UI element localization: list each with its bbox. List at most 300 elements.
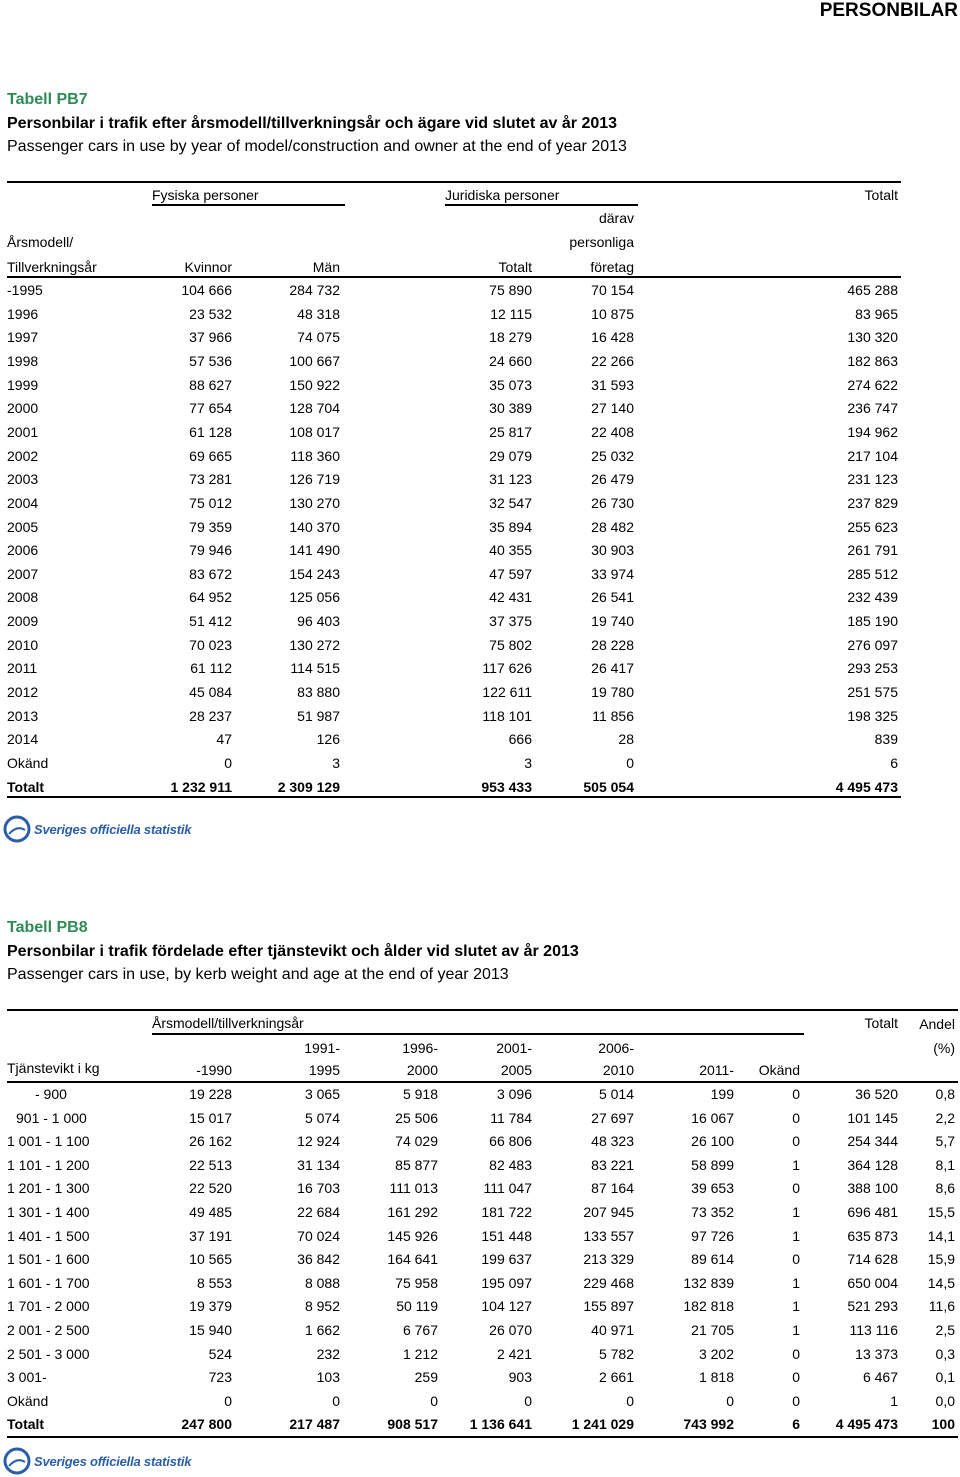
pb7-cell: 182 863 [847, 352, 898, 369]
pb7-cell: 28 228 [591, 636, 634, 653]
pb7-cell: 74 075 [297, 329, 340, 346]
pb7-cell: 83 672 [189, 565, 232, 582]
pb7-cell: 126 719 [289, 471, 340, 488]
pb7-row-label: 2002 [7, 447, 39, 464]
pb8-cell: 1 [792, 1322, 800, 1338]
pb7-cell: 141 490 [289, 542, 340, 559]
pb8-cell: 13 373 [855, 1345, 898, 1362]
pb8-cell: 89 614 [691, 1251, 734, 1268]
pb7-cell: 274 622 [847, 376, 898, 393]
pb8-row-label: 2 001 - 2 500 [7, 1322, 90, 1338]
pb8-cell: 15 017 [189, 1109, 232, 1126]
pb7-row-label: 2000 [7, 400, 39, 417]
pb8-cell: 908 517 [387, 1416, 438, 1433]
pb8-cell: 155 897 [583, 1298, 634, 1315]
pb8-cell: 70 024 [297, 1227, 340, 1244]
pb7-row-label: 2011 [7, 660, 38, 677]
pb8-cell: 6 767 [402, 1322, 438, 1338]
pb8-title: Personbilar i trafik fördelade efter tjänstevikt och ålder vid slutet av år 2013 [7, 943, 579, 960]
pb7-row-label: 1999 [7, 376, 39, 393]
pb8-row-label: Totalt [7, 1416, 45, 1433]
pb8-cell: 48 323 [591, 1133, 634, 1150]
pb7-row-label: 2014 [7, 731, 39, 748]
pb7-cell: 96 403 [297, 613, 340, 630]
pb7-cell: 217 104 [847, 447, 898, 464]
pb8-cell: 22 684 [297, 1204, 340, 1220]
pb7-cell: 26 541 [591, 589, 634, 606]
pb8-col-header: 2010 [602, 1062, 634, 1078]
pb7-cell: 130 270 [289, 494, 340, 511]
pb8-row-label: 2 501 - 3 000 [7, 1345, 90, 1362]
pb7-row-label: 2009 [7, 613, 39, 630]
pb7-top-rule [7, 181, 901, 183]
pb7-cell: 255 623 [847, 518, 898, 535]
pb8-row-label: 1 301 - 1 400 [7, 1204, 90, 1220]
pb7-row-label: 2004 [7, 494, 39, 511]
pb7-row-label: 2006 [7, 542, 39, 559]
pb7-subtitle: Passenger cars in use by year of model/construction and owner at the end of year 2013 [7, 138, 627, 155]
pb8-cell: 3 065 [304, 1086, 340, 1102]
pb8-cell: 743 992 [683, 1416, 734, 1433]
pb7-head-tillverkningsar: Tillverkningsår [7, 259, 97, 275]
pb8-cell: 0 [792, 1251, 800, 1268]
pb7-row-label: 1996 [7, 305, 39, 322]
pb7-group-totalt: Totalt [864, 187, 898, 203]
pb8-cell: 14,1 [927, 1227, 955, 1244]
pb8-cell: 26 162 [189, 1133, 232, 1150]
pb7-cell: 108 017 [289, 423, 340, 440]
pb8-cell: 5 918 [402, 1086, 438, 1102]
pb8-cell: 10 565 [189, 1251, 232, 1268]
pb8-cell: 49 485 [189, 1204, 232, 1220]
pb8-cell: 101 145 [847, 1109, 898, 1126]
pb8-cell: 650 004 [847, 1274, 898, 1291]
pb8-label: Tabell PB8 [7, 919, 88, 936]
pb8-cell: 1 [792, 1204, 800, 1220]
pb7-cell: 104 666 [181, 282, 232, 298]
pb7-row-label: Okänd [7, 755, 49, 771]
pb8-cell: 132 839 [683, 1274, 734, 1291]
pb7-fysiska-underline [152, 204, 345, 206]
sos-logo-text: Sveriges officiella statistik [34, 821, 192, 837]
pb7-cell: 122 611 [482, 684, 532, 701]
pb7-cell: 33 974 [591, 565, 634, 582]
pb7-cell: 42 431 [489, 589, 532, 606]
pb8-cell: 1 [792, 1156, 800, 1173]
sos-logo-icon [3, 815, 31, 843]
pb8-subtitle: Passenger cars in use, by kerb weight and age at the end of year 2013 [7, 966, 509, 983]
pb8-cell: 1 136 641 [469, 1416, 532, 1433]
pb8-cell: 100 [931, 1416, 955, 1433]
pb8-cell: 151 448 [481, 1227, 532, 1244]
pb8-col-header: 2011- [699, 1062, 734, 1078]
pb7-cell: 30 389 [489, 400, 532, 417]
pb7-cell: 505 054 [583, 778, 634, 795]
pb7-cell: 12 115 [490, 305, 532, 322]
pb7-head-man: Män [312, 259, 340, 275]
pb7-cell: 100 667 [289, 352, 340, 369]
pb7-cell: 19 780 [591, 684, 634, 701]
pb8-cell: 1 212 [402, 1345, 438, 1362]
pb8-cell: 8,1 [935, 1156, 955, 1173]
pb7-cell: 70 154 [591, 282, 634, 298]
pb7-cell: 154 243 [289, 565, 340, 582]
pb7-cell: 251 575 [847, 684, 898, 701]
pb7-row-label: 2012 [7, 684, 39, 701]
pb8-bottom-rule [7, 1436, 958, 1438]
pb8-cell: 714 628 [847, 1251, 898, 1268]
pb8-cell: 5,7 [935, 1133, 955, 1150]
pb7-cell: 73 281 [189, 471, 232, 488]
pb7-group-fysiska: Fysiska personer [152, 187, 259, 203]
pb8-cell: 16 703 [297, 1180, 340, 1197]
pb8-cell: 0 [224, 1392, 232, 1409]
pb7-cell: 61 112 [190, 660, 232, 677]
pb7-cell: 25 817 [489, 423, 532, 440]
pb8-col-header: -1990 [196, 1062, 232, 1078]
pb7-cell: 77 654 [189, 400, 232, 417]
pb7-cell: 231 123 [847, 471, 898, 488]
pb8-cell: 5 014 [598, 1086, 634, 1102]
pb8-cell: 3 202 [698, 1345, 734, 1362]
pb8-cell: 73 352 [691, 1204, 734, 1220]
pb8-cell: 5 782 [598, 1345, 634, 1362]
pb7-cell: 128 704 [289, 400, 340, 417]
pb8-cell: 0 [726, 1392, 734, 1409]
pb8-col-header: Okänd [758, 1062, 800, 1078]
pb7-cell: 23 532 [189, 305, 232, 322]
pb7-title: Personbilar i trafik efter årsmodell/tillverkningsår och ägare vid slutet av år 2013 [7, 115, 618, 132]
pb7-cell: 30 903 [591, 542, 634, 559]
pb8-cell: 50 119 [396, 1298, 438, 1315]
sos-logo-2 [3, 1447, 191, 1475]
pb8-group-arsmodell: Årsmodell/tillverkningsår [152, 1015, 304, 1031]
pb7-cell: 37 966 [189, 329, 232, 346]
pb7-cell: 839 [874, 731, 898, 748]
pb7-cell: 22 266 [591, 352, 634, 369]
pb7-cell: 79 946 [189, 542, 232, 559]
pb7-cell: 61 128 [189, 423, 232, 440]
pb8-cell: 0 [792, 1392, 800, 1409]
pb8-cell: 26 100 [691, 1133, 734, 1150]
pb8-cell: 111 047 [483, 1180, 532, 1197]
pb7-cell: 666 [508, 731, 532, 748]
pb8-cell: 1 818 [698, 1369, 734, 1386]
pb8-cell: 1 [792, 1298, 800, 1315]
pb7-cell: 465 288 [847, 282, 898, 298]
pb8-cell: 1 662 [304, 1322, 340, 1338]
pb8-col-header-top: 2006- [598, 1040, 634, 1056]
pb7-cell: 18 279 [489, 329, 532, 346]
pb8-row-label: Okänd [7, 1392, 49, 1409]
pb8-col-header: 2000 [406, 1062, 438, 1078]
pb8-cell: 87 164 [591, 1180, 634, 1197]
pb7-cell: 57 536 [189, 352, 232, 369]
pb8-cell: 388 100 [847, 1180, 898, 1197]
pb7-juridiska-underline [445, 204, 638, 206]
pb8-cell: 0 [430, 1392, 438, 1409]
pb8-cell: 25 506 [395, 1109, 438, 1126]
pb8-row-label: 1 701 - 2 000 [7, 1298, 90, 1315]
pb8-cell: 1 [792, 1227, 800, 1244]
pb8-cell: 164 641 [387, 1251, 438, 1268]
pb8-head-andel: Andel [919, 1016, 955, 1032]
pb8-cell: 0 [792, 1345, 800, 1362]
pb8-cell: 1 241 029 [571, 1416, 634, 1433]
pb8-cell: 0,0 [935, 1392, 955, 1409]
pb8-cell: 58 899 [691, 1156, 734, 1173]
pb7-cell: 79 359 [189, 518, 232, 535]
pb7-row-label: 2008 [7, 589, 39, 606]
pb7-cell: 185 190 [847, 613, 898, 630]
pb7-cell: 130 272 [289, 636, 340, 653]
pb7-cell: 29 079 [489, 447, 532, 464]
pb8-cell: 232 [316, 1345, 340, 1362]
pb7-cell: 69 665 [189, 447, 232, 464]
pb8-cell: 195 097 [481, 1274, 532, 1291]
pb8-head-tjanstevikt: Tjänstevikt i kg [7, 1060, 100, 1076]
pb8-cell: 2 661 [598, 1369, 634, 1386]
pb7-cell: 26 417 [591, 660, 634, 677]
pb8-head-pct: (%) [933, 1040, 955, 1056]
pb8-row-label: 1 201 - 1 300 [7, 1180, 90, 1197]
pb7-cell: 28 [618, 731, 634, 748]
pb8-cell: 217 487 [289, 1416, 340, 1433]
pb7-cell: 140 370 [289, 518, 340, 535]
pb7-cell: 117 626 [482, 660, 532, 677]
pb7-cell: 31 123 [489, 471, 532, 488]
pb7-cell: 75 802 [489, 636, 532, 653]
pb8-cell: 83 221 [591, 1156, 634, 1173]
pb8-cell: 259 [414, 1369, 438, 1386]
pb8-cell: 0 [332, 1392, 340, 1409]
sos-logo-1 [3, 815, 191, 843]
pb8-cell: 247 800 [181, 1416, 232, 1433]
pb8-cell: 75 958 [395, 1274, 438, 1291]
pb8-cell: 8 088 [304, 1274, 340, 1291]
pb8-cell: 0 [792, 1086, 800, 1102]
pb7-cell: 26 479 [591, 471, 634, 488]
pb8-cell: 0,8 [935, 1086, 955, 1102]
pb7-head-foretag: företag [590, 259, 634, 275]
pb7-cell: 24 660 [489, 352, 532, 369]
pb8-top-rule [7, 1009, 958, 1011]
pb7-cell: 51 987 [297, 707, 340, 724]
pb8-cell: 3 096 [496, 1086, 532, 1102]
pb8-cell: 16 067 [691, 1109, 734, 1126]
pb8-cell: 524 [208, 1345, 232, 1362]
pb7-label: Tabell PB7 [7, 91, 88, 108]
pb7-cell: 28 482 [591, 518, 634, 535]
pb7-cell: 4 495 473 [835, 778, 898, 795]
pb7-cell: 28 237 [189, 707, 232, 724]
pb7-cell: 118 101 [482, 707, 532, 724]
pb7-cell: 150 922 [289, 376, 340, 393]
pb8-cell: 36 842 [297, 1251, 340, 1268]
pb7-cell: 0 [224, 755, 232, 771]
pb8-cell: 66 806 [489, 1133, 532, 1150]
pb8-cell: 103 [316, 1369, 340, 1386]
pb7-cell: 51 412 [189, 613, 232, 630]
pb7-cell: 114 515 [290, 660, 340, 677]
pb7-cell: 118 360 [290, 447, 340, 464]
pb8-cell: 181 722 [481, 1204, 532, 1220]
pb8-cell: 6 [792, 1416, 800, 1433]
pb8-cell: 19 228 [189, 1086, 232, 1102]
pb8-cell: 113 116 [849, 1322, 898, 1338]
pb7-row-label: 2010 [7, 636, 39, 653]
pb7-cell: 6 [890, 755, 898, 771]
pb7-head-arsmodell: Årsmodell/ [7, 234, 74, 250]
pb8-row-label: 1 601 - 1 700 [7, 1274, 90, 1291]
pb8-cell: 111 013 [389, 1180, 438, 1197]
pb8-cell: 903 [508, 1369, 532, 1386]
pb8-cell: 229 468 [583, 1274, 634, 1291]
pb7-row-label: 1998 [7, 352, 39, 369]
pb7-cell: 19 740 [591, 613, 634, 630]
pb7-cell: 70 023 [189, 636, 232, 653]
pb7-cell: 31 593 [591, 376, 634, 393]
pb8-cell: 207 945 [583, 1204, 634, 1220]
pb8-cell: 0 [792, 1180, 800, 1197]
pb8-cell: 15,5 [927, 1204, 955, 1220]
pb8-cell: 199 637 [481, 1251, 532, 1268]
pb7-cell: 27 140 [591, 400, 634, 417]
pb8-cell: 15,9 [927, 1251, 955, 1268]
pb8-cell: 0,1 [935, 1369, 955, 1386]
pb7-row-label: 2003 [7, 471, 39, 488]
pb7-cell: 32 547 [489, 494, 532, 511]
pb8-row-label: - 900 [35, 1086, 67, 1102]
pb7-cell: 1 232 911 [170, 778, 232, 795]
pb8-header-rule [7, 1081, 958, 1083]
pb7-cell: 125 056 [289, 589, 340, 606]
pb7-cell: 261 791 [847, 542, 898, 559]
pb8-cell: 104 127 [481, 1298, 532, 1315]
pb8-cell: 0 [792, 1369, 800, 1386]
pb8-cell: 11 784 [490, 1109, 532, 1126]
pb8-cell: 6 467 [862, 1369, 898, 1386]
pb7-row-label: 1997 [7, 329, 39, 346]
pb8-cell: 0,3 [935, 1345, 955, 1362]
pb8-col-header-top: 1996- [402, 1040, 438, 1056]
pb7-cell: 232 439 [847, 589, 898, 606]
pb7-cell: 953 433 [481, 778, 532, 795]
pb7-header-rule [7, 276, 901, 278]
pb8-cell: 8 952 [304, 1298, 340, 1315]
pb8-cell: 12 924 [297, 1133, 340, 1150]
pb8-cell: 0 [626, 1392, 634, 1409]
sos-logo-text: Sveriges officiella statistik [34, 1453, 192, 1469]
pb8-cell: 21 705 [691, 1322, 734, 1338]
pb8-row-label: 1 501 - 1 600 [7, 1251, 90, 1268]
pb8-cell: 85 877 [395, 1156, 438, 1173]
pb7-cell: 194 962 [847, 423, 898, 440]
pb7-row-label: 2013 [7, 707, 39, 724]
pb8-cell: 26 070 [489, 1322, 532, 1338]
pb8-row-label: 1 101 - 1 200 [7, 1156, 90, 1173]
pb8-row-label: 3 001- [7, 1369, 47, 1386]
pb8-cell: 39 653 [691, 1180, 734, 1197]
pb8-cell: 2,5 [935, 1322, 955, 1338]
pb7-cell: 45 084 [189, 684, 232, 701]
page-title: PERSONBILAR [819, 0, 958, 21]
pb8-row-label: 1 401 - 1 500 [7, 1227, 90, 1244]
pb8-group-underline [152, 1033, 804, 1035]
pb7-head-personliga: personliga [569, 234, 634, 250]
pb7-cell: 3 [524, 755, 532, 771]
pb8-cell: 22 513 [189, 1156, 232, 1173]
pb8-cell: 8 553 [196, 1274, 232, 1291]
pb7-cell: 22 408 [591, 423, 634, 440]
pb7-cell: 2 309 129 [277, 778, 340, 795]
pb8-cell: 74 029 [395, 1133, 438, 1150]
pb8-cell: 82 483 [489, 1156, 532, 1173]
pb8-cell: 22 520 [189, 1180, 232, 1197]
pb8-row-label: 1 001 - 1 100 [7, 1133, 90, 1150]
pb8-cell: 11,6 [928, 1298, 955, 1315]
pb7-cell: 126 [316, 731, 340, 748]
pb7-cell: 64 952 [189, 589, 232, 606]
pb7-cell: 48 318 [297, 305, 340, 322]
pb8-cell: 1 [792, 1274, 800, 1291]
pb7-cell: 88 627 [189, 376, 232, 393]
pb7-row-label: Totalt [7, 778, 45, 795]
pb8-cell: 2,2 [935, 1109, 955, 1126]
pb7-cell: 26 730 [591, 494, 634, 511]
pb8-row-label: 901 - 1 000 [16, 1109, 87, 1126]
pb7-head-kvinnor: Kvinnor [184, 259, 232, 275]
pb7-cell: 40 355 [489, 542, 532, 559]
pb8-cell: 161 292 [387, 1204, 438, 1220]
pb8-cell: 5 074 [304, 1109, 340, 1126]
pb7-cell: 16 428 [591, 329, 634, 346]
pb8-head-totalt: Totalt [864, 1015, 898, 1031]
pb8-cell: 31 134 [297, 1156, 340, 1173]
pb8-cell: 364 128 [847, 1156, 898, 1173]
pb7-cell: 293 253 [847, 660, 898, 677]
pb8-cell: 15 940 [189, 1322, 232, 1338]
pb7-cell: 75 890 [489, 282, 532, 298]
pb7-cell: 130 320 [847, 329, 898, 346]
pb7-bottom-rule [7, 796, 901, 798]
pb8-col-header: 2005 [500, 1062, 532, 1078]
pb8-cell: 0 [524, 1392, 532, 1409]
pb7-cell: 25 032 [591, 447, 634, 464]
pb8-cell: 133 557 [583, 1227, 634, 1244]
sos-logo-icon [3, 1447, 31, 1475]
pb8-cell: 182 818 [683, 1298, 734, 1315]
pb7-cell: 198 325 [847, 707, 898, 724]
pb8-col-header-top: 1991- [304, 1040, 340, 1056]
pb7-cell: 83 880 [297, 684, 340, 701]
pb7-row-label: -1995 [7, 282, 43, 298]
pb8-col-header-top: 2001- [496, 1040, 532, 1056]
pb8-cell: 199 [710, 1086, 734, 1102]
pb7-cell: 47 [216, 731, 232, 748]
pb8-col-header: 1995 [308, 1062, 340, 1078]
pb7-cell: 47 597 [489, 565, 532, 582]
pb7-cell: 35 073 [489, 376, 532, 393]
pb7-cell: 0 [626, 755, 634, 771]
pb7-cell: 237 829 [847, 494, 898, 511]
pb7-cell: 10 875 [591, 305, 634, 322]
pb7-cell: 276 097 [847, 636, 898, 653]
pb8-cell: 696 481 [847, 1204, 898, 1220]
pb7-row-label: 2007 [7, 565, 39, 582]
pb8-cell: 97 726 [691, 1227, 734, 1244]
pb8-cell: 14,5 [927, 1274, 955, 1291]
